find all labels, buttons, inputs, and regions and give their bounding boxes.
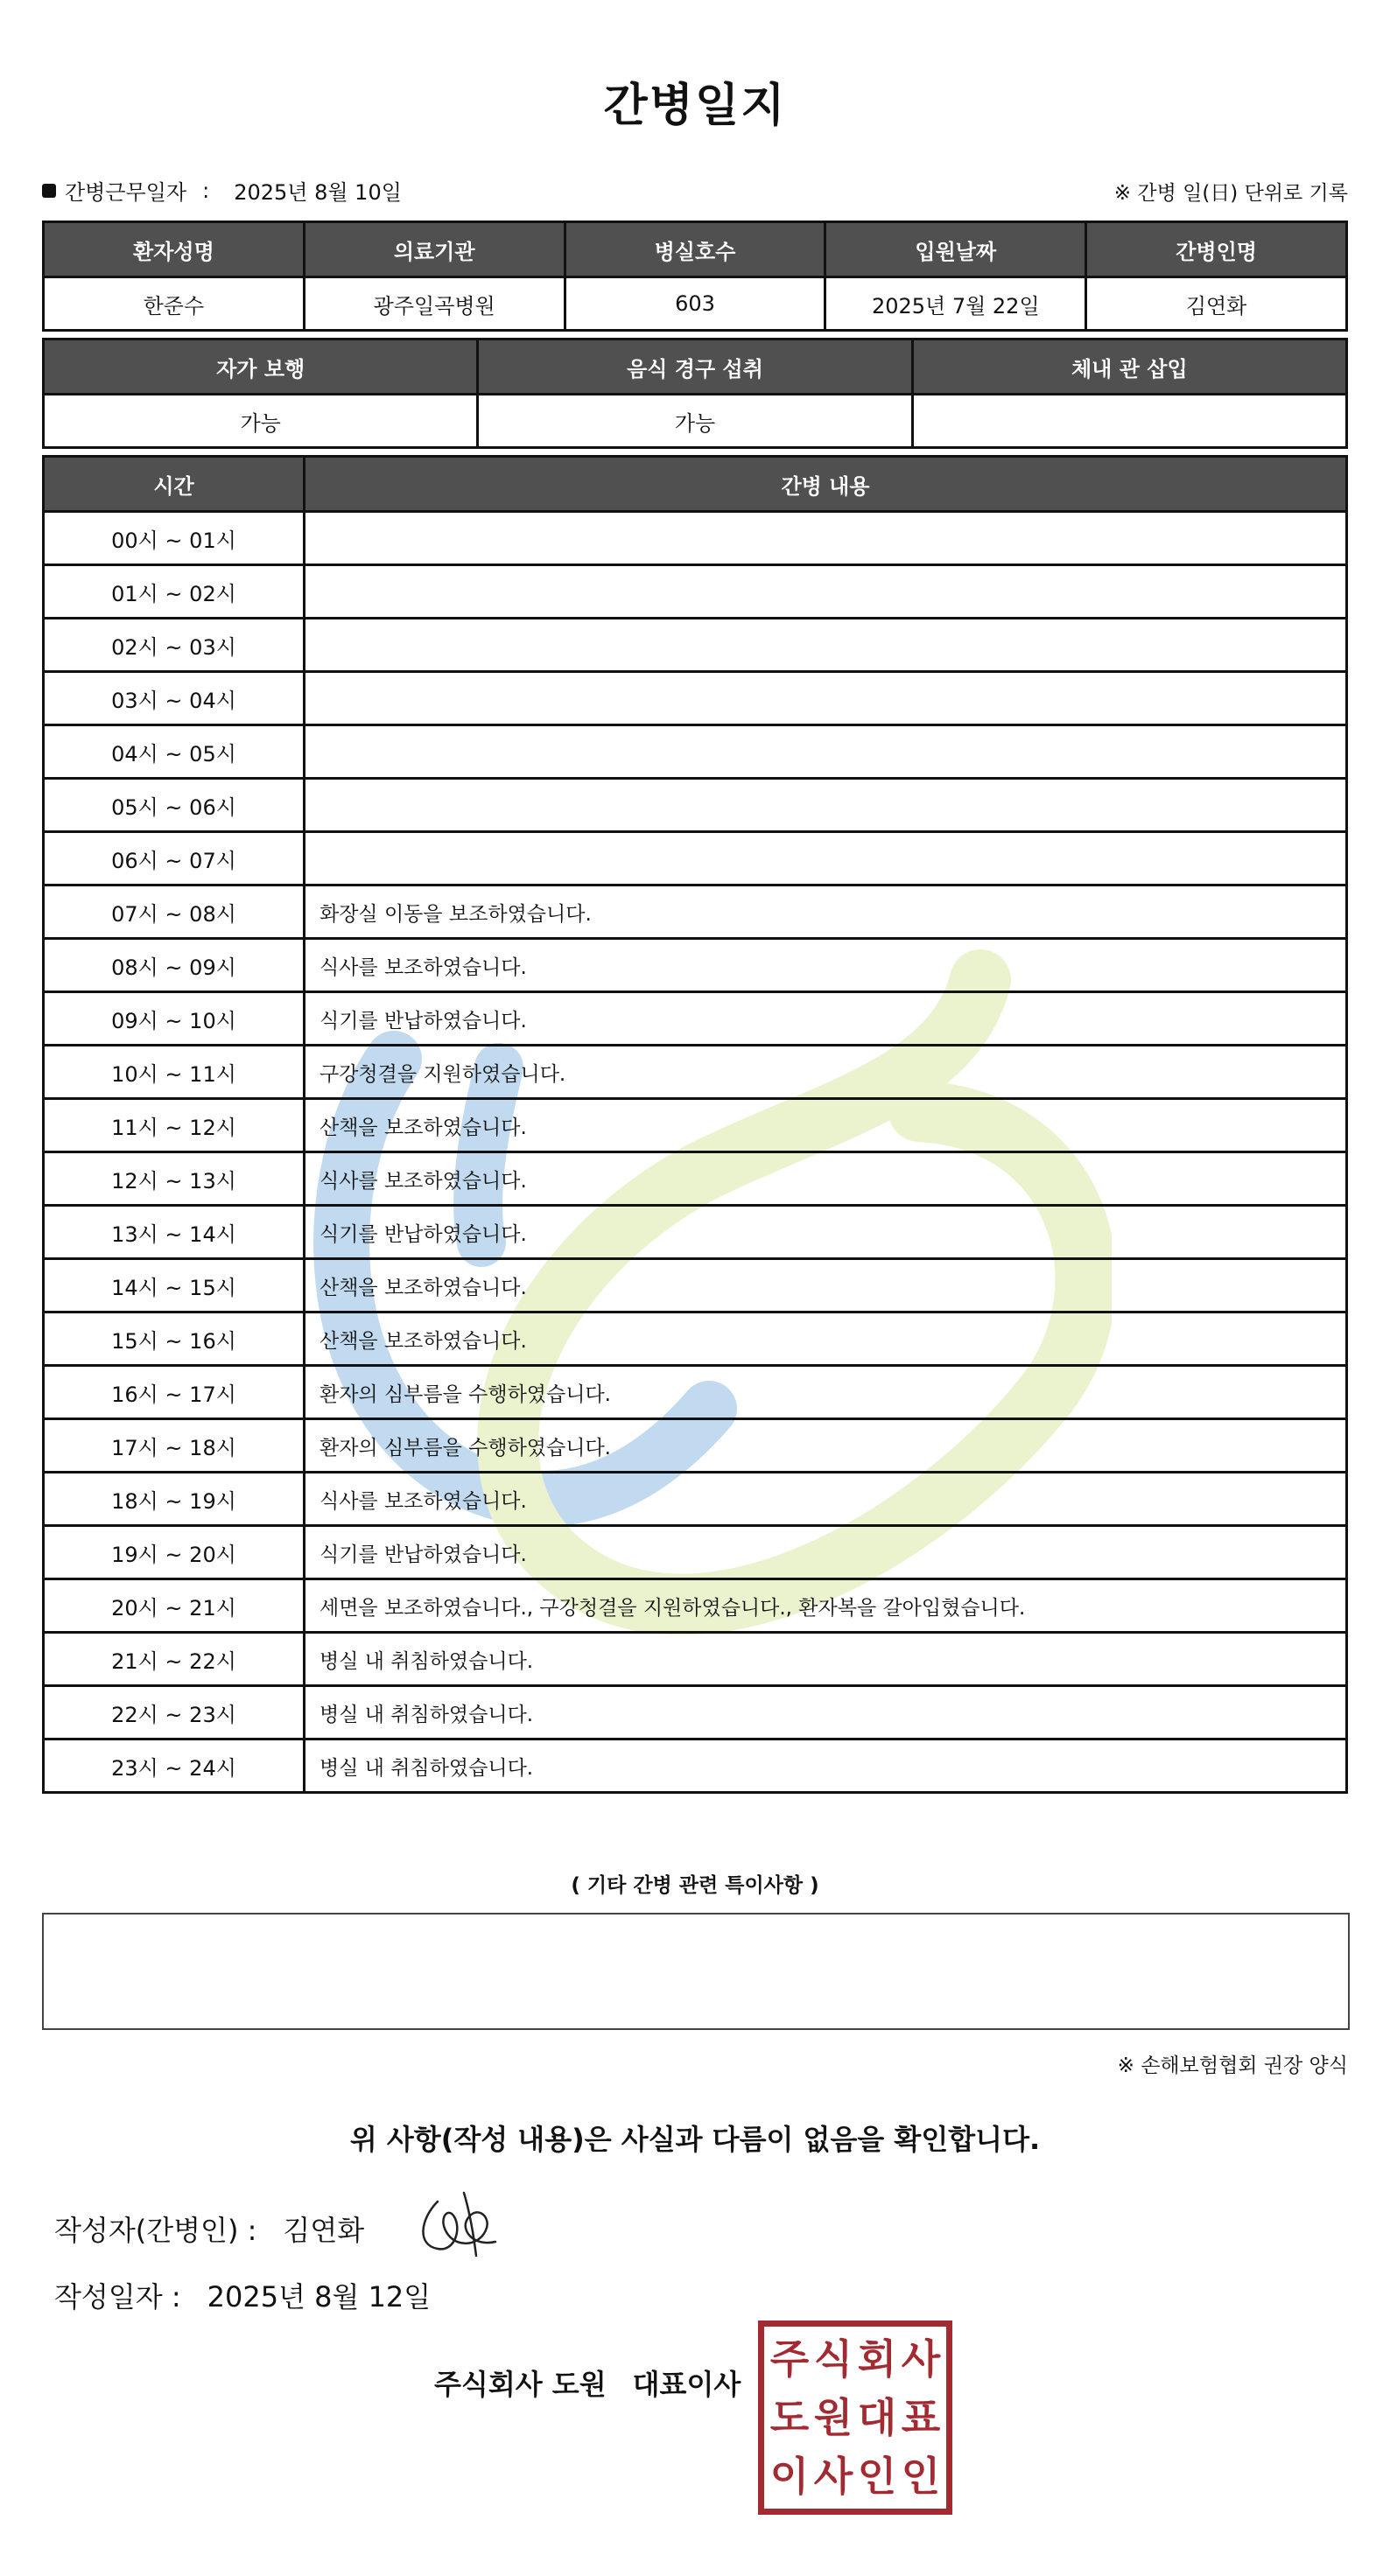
- log-time: 23시 ~ 24시: [44, 1740, 305, 1793]
- log-row: [44, 672, 1347, 725]
- handwritten-signature: [411, 2184, 508, 2263]
- log-time: 10시 ~ 11시: [44, 1046, 305, 1099]
- log-content: 식기를 반납하였습니다.: [305, 992, 1347, 1046]
- log-time: 01시 ~ 02시: [44, 565, 305, 619]
- log-row: [44, 1526, 1347, 1579]
- company-seal-stamp: [758, 2320, 952, 2515]
- log-time: 05시 ~ 06시: [44, 779, 305, 832]
- header-admission-date: 입원날짜: [825, 222, 1086, 277]
- log-row: [44, 1419, 1347, 1473]
- log-row: [44, 939, 1347, 992]
- log-time: 04시 ~ 05시: [44, 725, 305, 779]
- log-row: [44, 779, 1347, 832]
- log-content: 구강청결을 지원하였습니다.: [305, 1046, 1347, 1099]
- log-row: [44, 992, 1347, 1046]
- work-date-row: [42, 175, 402, 206]
- log-time: 12시 ~ 13시: [44, 1152, 305, 1206]
- header-oral-intake: 음식 경구 섭취: [478, 340, 912, 395]
- hospital-name: 광주일곡병원: [304, 277, 565, 331]
- log-content: [305, 619, 1347, 672]
- seal-char: 인: [901, 2452, 941, 2500]
- patient-header-row: [44, 222, 1347, 277]
- log-row: [44, 1259, 1347, 1312]
- log-content: 산책을 보조하였습니다.: [305, 1312, 1347, 1366]
- log-time: 07시 ~ 08시: [44, 886, 305, 939]
- company-ceo-title: 대표이사: [632, 2368, 741, 2401]
- seal-char: 식: [813, 2335, 853, 2384]
- header-caregiver-name: 간병인명: [1086, 222, 1347, 277]
- room-number: 603: [565, 277, 825, 331]
- log-content: [305, 565, 1347, 619]
- log-row: [44, 1152, 1347, 1206]
- log-content: 환자의 심부름을 수행하였습니다.: [305, 1366, 1347, 1419]
- log-row: [44, 1740, 1347, 1793]
- record-unit-note: ※ 간병 일(日) 단위로 기록: [1113, 182, 1348, 205]
- confirmation-statement: 위 사항(작성 내용)은 사실과 다름이 없음을 확인합니다.: [349, 2123, 1041, 2156]
- log-time: 15시 ~ 16시: [44, 1312, 305, 1366]
- log-time: 13시 ~ 14시: [44, 1206, 305, 1259]
- log-content: 식사를 보조하였습니다.: [305, 1473, 1347, 1526]
- log-time: 20시 ~ 21시: [44, 1579, 305, 1633]
- log-content: 식사를 보조하였습니다.: [305, 939, 1347, 992]
- log-time: 06시 ~ 07시: [44, 832, 305, 886]
- log-content: [305, 832, 1347, 886]
- log-time: 14시 ~ 15시: [44, 1259, 305, 1312]
- writer-row: [54, 2208, 364, 2249]
- log-content: 환자의 심부름을 수행하였습니다.: [305, 1419, 1347, 1473]
- log-row: [44, 1312, 1347, 1366]
- seal-char: 주: [769, 2335, 810, 2384]
- log-content: 산책을 보조하였습니다.: [305, 1259, 1347, 1312]
- log-content: [305, 725, 1347, 779]
- oral-intake-value: 가능: [478, 395, 912, 448]
- log-row: [44, 1206, 1347, 1259]
- log-body: [44, 512, 1347, 1793]
- log-row: [44, 619, 1347, 672]
- seal-char: 원: [813, 2393, 853, 2441]
- header-tube-insertion: 체내 관 삽입: [912, 340, 1346, 395]
- writer-name: 김연화: [283, 2214, 365, 2247]
- log-content: 병실 내 취침하였습니다.: [305, 1633, 1347, 1686]
- log-time: 16시 ~ 17시: [44, 1366, 305, 1419]
- log-content: 식사를 보조하였습니다.: [305, 1152, 1347, 1206]
- log-time: 03시 ~ 04시: [44, 672, 305, 725]
- patient-name: 한준수: [44, 277, 305, 331]
- tube-insertion-value: [912, 395, 1346, 448]
- caregiver-name: 김연화: [1086, 277, 1347, 331]
- log-time: 00시 ~ 01시: [44, 512, 305, 565]
- header-time: 시간: [44, 457, 305, 512]
- patient-status-table: [42, 338, 1348, 449]
- work-date-value: 2025년 8월 10일: [234, 180, 402, 205]
- log-time: 08시 ~ 09시: [44, 939, 305, 992]
- log-header-row: [44, 457, 1347, 512]
- header-patient-name: 환자성명: [44, 222, 305, 277]
- log-content: [305, 672, 1347, 725]
- log-content: 화장실 이동을 보조하였습니다.: [305, 886, 1347, 939]
- log-row: [44, 725, 1347, 779]
- log-time: 17시 ~ 18시: [44, 1419, 305, 1473]
- log-row: [44, 1046, 1347, 1099]
- log-content: 병실 내 취침하였습니다.: [305, 1686, 1347, 1740]
- seal-char: 인: [857, 2452, 897, 2500]
- log-time: 02시 ~ 03시: [44, 619, 305, 672]
- header-self-walking: 자가 보행: [44, 340, 478, 395]
- log-row: [44, 1099, 1347, 1152]
- remarks-box: [42, 1913, 1350, 2030]
- seal-char: 표: [901, 2393, 941, 2441]
- log-content: [305, 512, 1347, 565]
- write-date-value: 2025년 8월 12일: [207, 2280, 432, 2314]
- seal-char: 도: [769, 2393, 810, 2441]
- status-header-row: [44, 340, 1347, 395]
- log-row: [44, 1366, 1347, 1419]
- log-content: 병실 내 취침하였습니다.: [305, 1740, 1347, 1793]
- log-row: [44, 1579, 1347, 1633]
- log-time: 22시 ~ 23시: [44, 1686, 305, 1740]
- header-care-content: 간병 내용: [305, 457, 1347, 512]
- seal-char: 대: [857, 2393, 897, 2441]
- header-room-number: 병실호수: [565, 222, 825, 277]
- log-row: [44, 512, 1347, 565]
- log-content: 산책을 보조하였습니다.: [305, 1099, 1347, 1152]
- square-bullet-icon: [42, 184, 56, 198]
- log-row: [44, 832, 1347, 886]
- remarks-title: ( 기타 간병 관련 특이사항 ): [571, 1874, 819, 1897]
- seal-char: 이: [769, 2452, 810, 2500]
- log-content: 식기를 반납하였습니다.: [305, 1526, 1347, 1579]
- log-row: [44, 1633, 1347, 1686]
- log-time: 21시 ~ 22시: [44, 1633, 305, 1686]
- status-value-row: [44, 395, 1347, 448]
- company-row: [434, 2362, 741, 2403]
- log-row: [44, 1686, 1347, 1740]
- log-row: [44, 886, 1347, 939]
- seal-char: 사: [813, 2452, 853, 2500]
- log-time: 18시 ~ 19시: [44, 1473, 305, 1526]
- self-walking-value: 가능: [44, 395, 478, 448]
- page-title: 간병일지: [603, 80, 787, 132]
- write-date-row: [54, 2275, 431, 2315]
- log-content: 식기를 반납하였습니다.: [305, 1206, 1347, 1259]
- write-date-label: 작성일자 :: [54, 2280, 181, 2314]
- log-time: 09시 ~ 10시: [44, 992, 305, 1046]
- work-date-separator: :: [202, 178, 210, 203]
- seal-char: 사: [901, 2335, 941, 2384]
- admission-date: 2025년 7월 22일: [825, 277, 1086, 331]
- company-name: 주식회사 도원: [434, 2368, 607, 2401]
- log-row: [44, 565, 1347, 619]
- form-source-note: ※ 손해보험협회 권장 양식: [1117, 2054, 1348, 2077]
- patient-value-row: [44, 277, 1347, 331]
- hourly-care-log-table: [42, 455, 1348, 1794]
- log-time: 19시 ~ 20시: [44, 1526, 305, 1579]
- patient-info-table: [42, 220, 1348, 332]
- writer-label: 작성자(간병인) :: [54, 2214, 257, 2247]
- log-content: 세면을 보조하였습니다., 구강청결을 지원하였습니다., 환자복을 갈아입혔습니다.: [305, 1579, 1347, 1633]
- log-row: [44, 1473, 1347, 1526]
- header-hospital: 의료기관: [304, 222, 565, 277]
- work-date-label: 간병근무일자: [65, 180, 187, 205]
- log-content: [305, 779, 1347, 832]
- seal-char: 회: [857, 2335, 897, 2384]
- log-time: 11시 ~ 12시: [44, 1099, 305, 1152]
